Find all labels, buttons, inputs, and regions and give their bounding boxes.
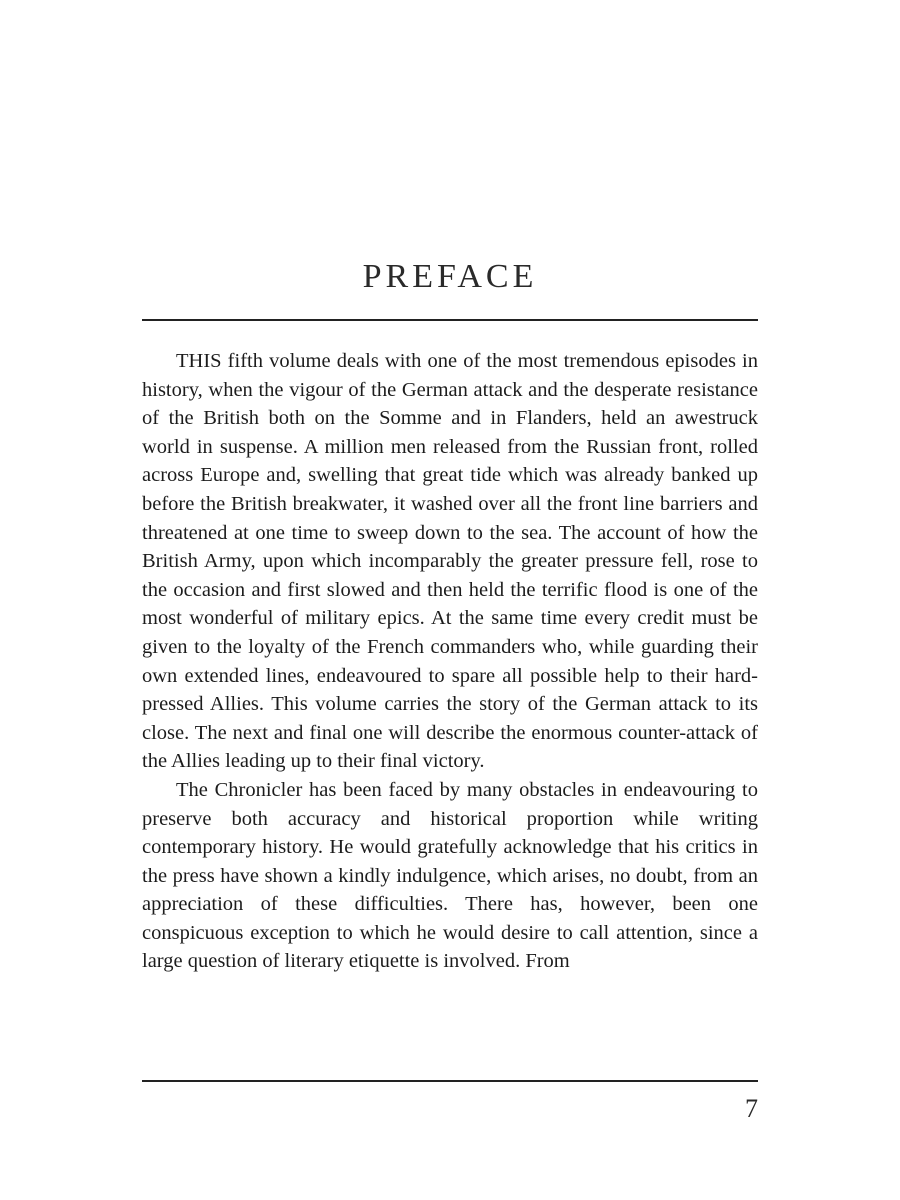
- body-text: [142, 347, 758, 976]
- paragraph-1: THIS fifth volume deals with one of the most tremendous episodes in history, when the vigour of the German attack and the desperate resistance of the British both on the Somme and in Flanders, held an awestruck world in suspense. A million men released from the Russian front, rolled across Europe and, swelling that great tide which was already banked up before the British breakwater, it washed over all the front line barriers and threatened at one time to sweep down to the sea. The account of how the British Army, upon which incomparably the greater pressure fell, rose to the occasion and first slowed and then held the terrific flood is one of the most wonderful of military epics. At the same time every credit must be given to the loyalty of the French commanders who, while guarding their own extended lines, endeavoured to spare all possible help to their hard-pressed Allies. This volume carries the story of the German attack to its close. The next and final one will describe the enormous counter-attack of the Allies leading up to their final victory.: [142, 350, 758, 773]
- page-title: PREFACE: [362, 258, 538, 295]
- bottom-rule: [142, 1080, 758, 1082]
- top-rule: [142, 319, 758, 321]
- paragraph-2: The Chronicler has been faced by many obstacles in endeavouring to preserve both accuracy and historical proportion while writing contemporary history. He would gratefully acknowledge that his critics in the press have shown a kindly indulgence, which arises, no doubt, from an appreciation of these difficulties. There has, however, been one conspicuous exception to which he would desire to call attention, since a large question of literary etiquette is involved. From: [142, 778, 758, 973]
- page-number: 7: [745, 1094, 758, 1123]
